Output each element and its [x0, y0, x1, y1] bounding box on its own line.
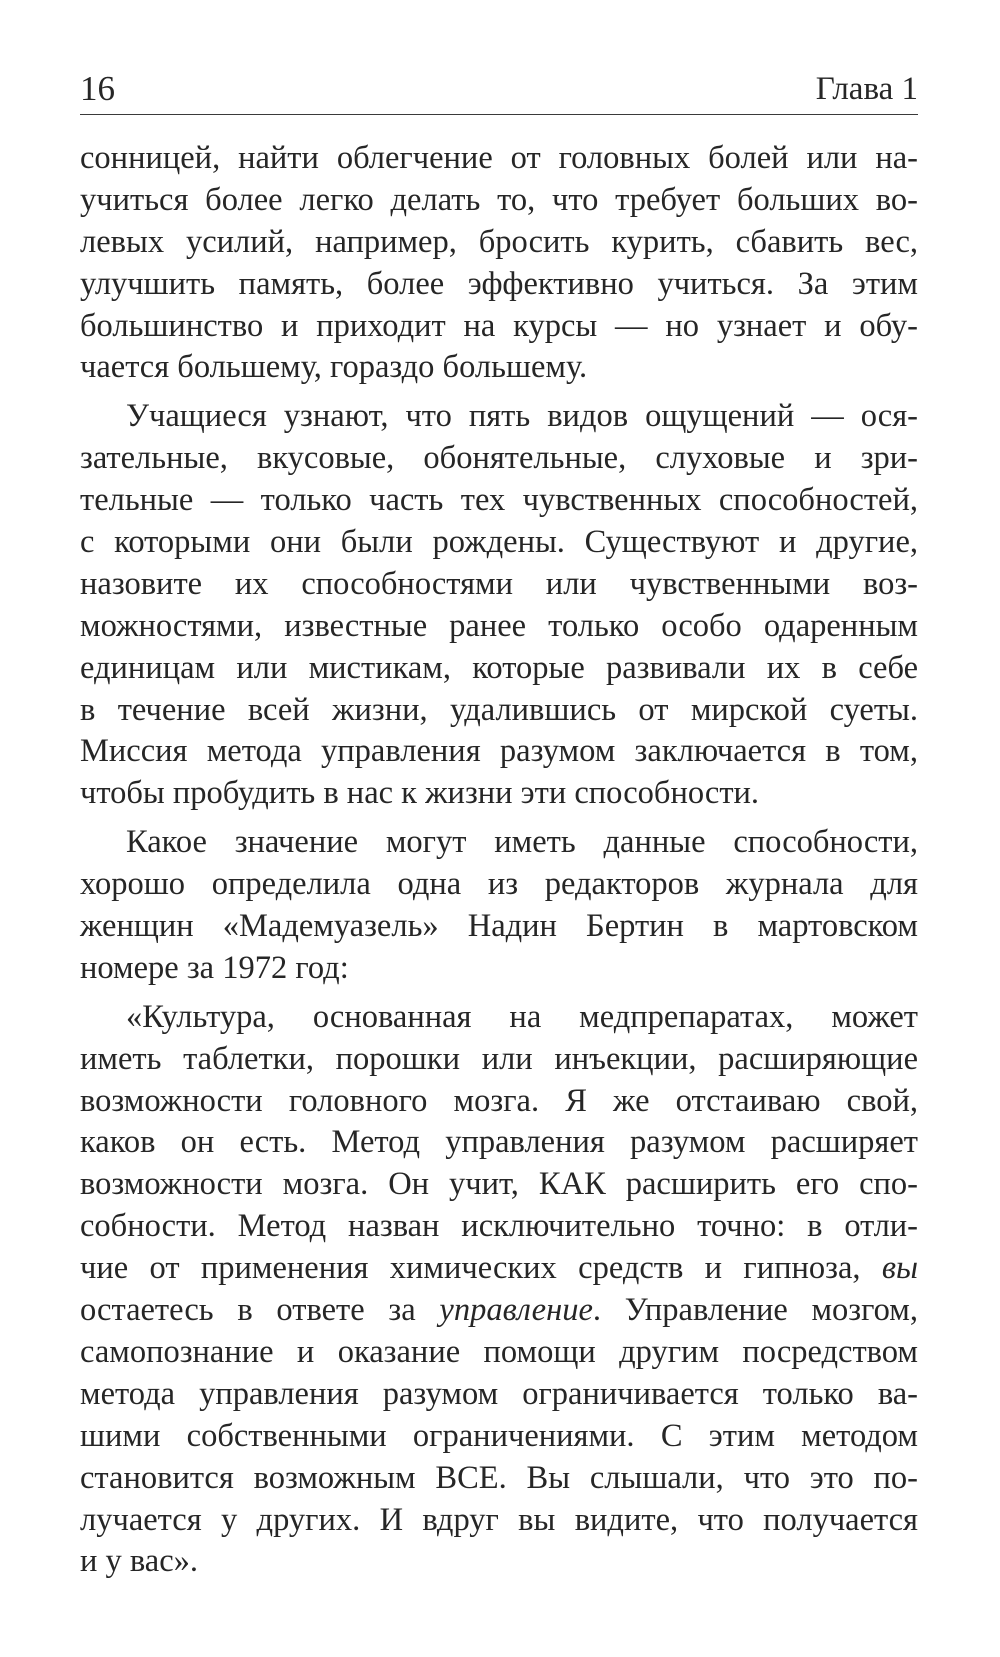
paragraph [80, 138, 918, 389]
text-line: чтобы пробудить в нас к жизни эти способности. [80, 775, 760, 812]
quote-paragraph [80, 997, 918, 1583]
text-run: остаетесь в ответе за [80, 1292, 440, 1329]
text-line: хорошо определила одна из редакторов журнала для [80, 866, 918, 903]
text-line: каков он есть. Метод управления разумом расширяет [80, 1124, 918, 1161]
text-line: в течение всей жизни, удалившись от мирской суеты. [80, 691, 918, 728]
text-line: с которыми они были рождены. Существуют и другие, [80, 524, 918, 561]
text-run: чие от применения химических средств и гипноза, [80, 1250, 882, 1287]
text-line: можностями, известные ранее только особо одаренным [80, 607, 918, 644]
text-line: Миссия метода управления разумом заключается в том, [80, 733, 918, 770]
text-line: чается большему, гораздо большему. [80, 349, 588, 386]
italic-run: вы [881, 1250, 918, 1287]
text-line: становится возможным ВСЕ. Вы слышали, что это по- [80, 1459, 918, 1496]
text-line: учиться более легко делать то, что требует больших во- [80, 181, 918, 218]
page-number: 16 [80, 69, 115, 108]
text-line: и у вас». [80, 1543, 199, 1580]
italic-run: управление [439, 1292, 593, 1329]
text-line [80, 1248, 918, 1290]
text-line: зательные, вкусовые, обонятельные, слуховые и зри- [80, 440, 918, 477]
paragraph [80, 822, 918, 990]
text-line: сонницей, найти облегчение от головных болей или на- [80, 140, 918, 176]
text-line: собности. Метод назван исключительно точно: в отли- [80, 1208, 918, 1245]
text-line: возможности мозга. Он учит, КАК расширить его спо- [80, 1166, 918, 1203]
text-line: назовите их способностями или чувственными воз- [80, 565, 918, 602]
text-line: большинство и приходит на курсы — но узнает и обу- [80, 307, 918, 344]
text-line: номере за 1972 год: [80, 949, 349, 986]
running-head [80, 66, 918, 115]
text-line: левых усилий, например, бросить курить, сбавить вес, [80, 223, 918, 260]
text-line: возможности головного мозга. Я же отстаиваю свой, [80, 1082, 918, 1119]
text-line: единицам или мистикам, которые развивали их в себе [80, 649, 918, 686]
text-line: женщин «Мадемуазель» Надин Бертин в мартовском [80, 908, 918, 945]
text-line: Какое значение могут иметь данные способности, [126, 824, 918, 861]
text-line: улучшить память, более эффективно учиться. За этим [80, 265, 918, 302]
text-line: тельные — только часть тех чувственных способностей, [80, 482, 918, 519]
text-run: . Управление мозгом, [592, 1292, 918, 1329]
text-line: метода управления разумом ограничивается только ва- [80, 1375, 918, 1412]
paragraph [80, 396, 918, 815]
text-line: шими собственными ограничениями. С этим методом [80, 1417, 918, 1454]
text-line: Учащиеся узнают, что пять видов ощущений — ося- [126, 398, 918, 435]
text-line: самопознание и оказание помощи другим посредством [80, 1333, 918, 1370]
text-line: иметь таблетки, порошки или инъекции, расширяющие [80, 1040, 918, 1077]
chapter-title: Глава 1 [815, 71, 918, 107]
text-line: лучается у других. И вдруг вы видите, что получается [80, 1501, 918, 1538]
body-text [80, 138, 918, 1583]
text-line: «Культура, основанная на медпрепаратах, может [126, 998, 918, 1035]
text-line [80, 1290, 918, 1332]
